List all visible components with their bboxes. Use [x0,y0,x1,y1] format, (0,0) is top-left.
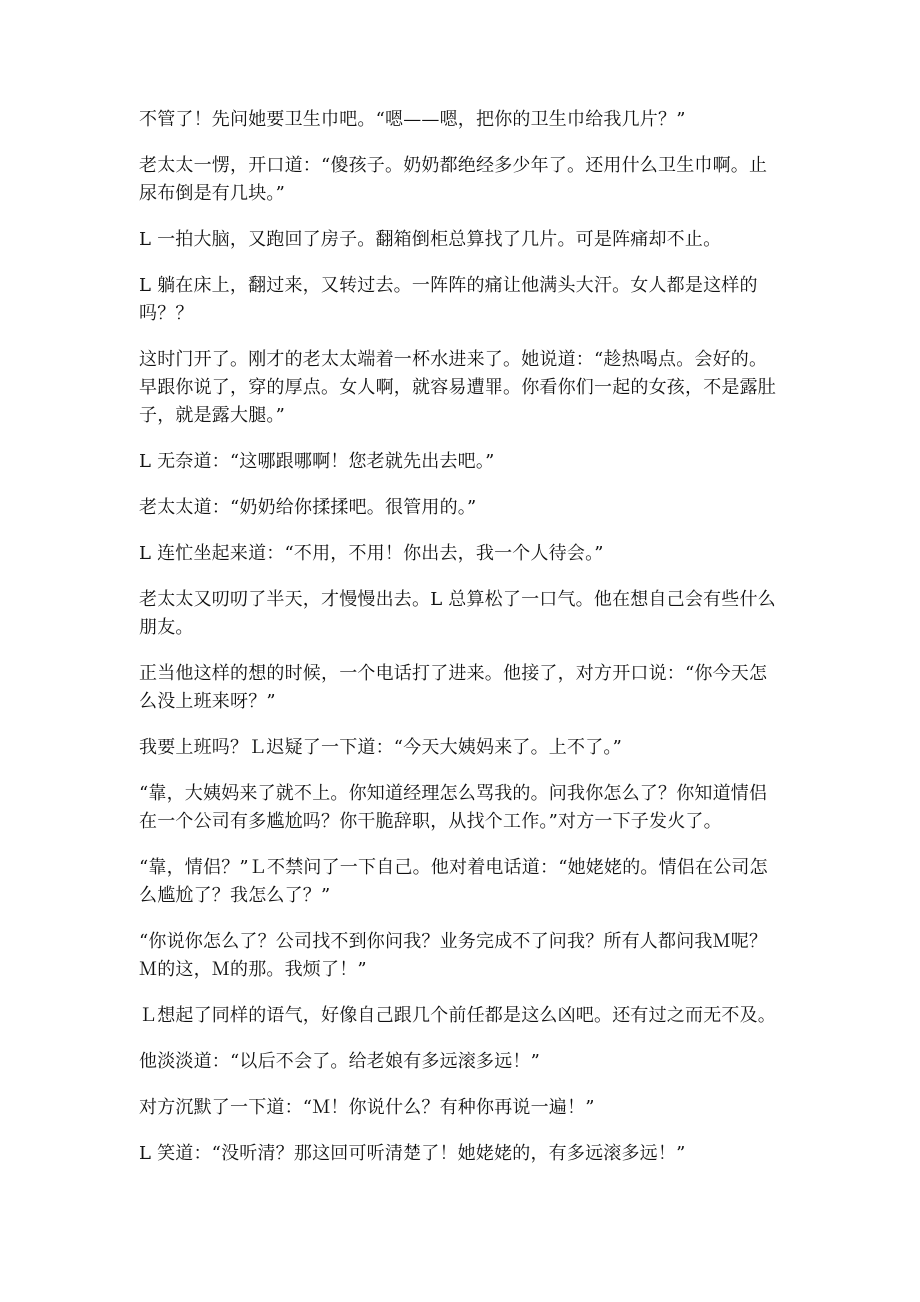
paragraph [139,540,789,568]
paragraph-line: 老太太一愣，开口道：“傻孩子。奶奶都绝经多少年了。还用什么卫生巾啊。止 [139,155,768,176]
paragraph [139,152,789,208]
paragraph-line: L 无奈道：“这哪跟哪啊！您老就先出去吧。” [139,451,495,472]
paragraph-line: Ｍ的这，Ｍ的那。我烦了！” [139,959,367,980]
paragraph-line: L 连忙坐起来道：“不用，不用！你出去，我一个人待会。” [139,543,604,564]
paragraph-line: 不管了！先问她要卫生巾吧。“嗯——嗯，把你的卫生巾给我几片？” [139,109,686,130]
paragraph [139,854,789,910]
paragraph-line: L 躺在床上，翻过来，又转过去。一阵阵的痛让他满头大汗。女人都是这样的 [139,275,758,296]
paragraph [139,586,789,642]
paragraph-line: “靠，情侣？”Ｌ不禁问了一下自己。他对着电话道：“她姥姥的。情侣在公司怎 [139,857,768,878]
paragraph [139,272,789,328]
paragraph [139,734,789,762]
paragraph [139,1002,789,1030]
paragraph-line: 子，就是露大腿。” [139,405,286,426]
paragraph-line: 尿布倒是有几块。” [139,183,286,204]
paragraph [139,106,789,134]
paragraph [139,346,789,430]
paragraph-line: 么没上班来呀？” [139,691,276,712]
paragraph [139,1094,789,1122]
paragraph-line: 对方沉默了一下道：“Ｍ！你说什么？有种你再说一遍！” [139,1097,595,1118]
paragraph-line: 他淡淡道：“以后不会了。给老娘有多远滚多远！” [139,1051,541,1072]
paragraph-line: 这时门开了。刚才的老太太端着一杯水进来了。她说道：“趁热喝点。会好的。 [139,349,768,370]
paragraph-line: L 笑道：“没听清？那这回可听清楚了！她姥姥的，有多远滚多远！” [139,1143,686,1164]
paragraph-line: 朋友。 [139,617,194,638]
paragraph-line: 吗？？ [139,303,194,324]
paragraph-line: 么尴尬了？我怎么了？” [139,885,331,906]
paragraph-line: 老太太道：“奶奶给你揉揉吧。很管用的。” [139,497,477,518]
paragraph-line: Ｌ想起了同样的语气，好像自己跟几个前任都是这么凶吧。还有过之而无不及。 [139,1005,776,1026]
paragraph-line: 正当他这样的想的时候，一个电话打了进来。他接了，对方开口说：“你今天怎 [139,663,768,684]
paragraph [139,1140,789,1168]
paragraph-line: 老太太又叨叨了半天，才慢慢出去。L 总算松了一口气。他在想自己会有些什么 [139,589,776,610]
paragraph-line: 我要上班吗？Ｌ迟疑了一下道：“今天大姨妈来了。上不了。” [139,737,623,758]
document-body [139,106,789,1186]
paragraph [139,928,789,984]
paragraph-line: “靠，大姨妈来了就不上。你知道经理怎么骂我的。问我你怎么了？你知道情侣 [139,783,768,804]
paragraph-line: 在一个公司有多尴尬吗？你干脆辞职，从找个工作。”对方一下子发火了。 [139,811,722,832]
paragraph [139,494,789,522]
paragraph [139,1048,789,1076]
paragraph [139,780,789,836]
paragraph [139,660,789,716]
paragraph-line: “你说你怎么了？公司找不到你问我？业务完成不了问我？所有人都问我Ｍ呢？ [139,931,768,952]
paragraph-line: 早跟你说了，穿的厚点。女人啊，就容易遭罪。你看你们一起的女孩，不是露肚 [139,377,776,398]
paragraph [139,448,789,476]
paragraph [139,226,789,254]
paragraph-line: L 一拍大脑，又跑回了房子。翻箱倒柜总算找了几片。可是阵痛却不止。 [139,229,722,250]
